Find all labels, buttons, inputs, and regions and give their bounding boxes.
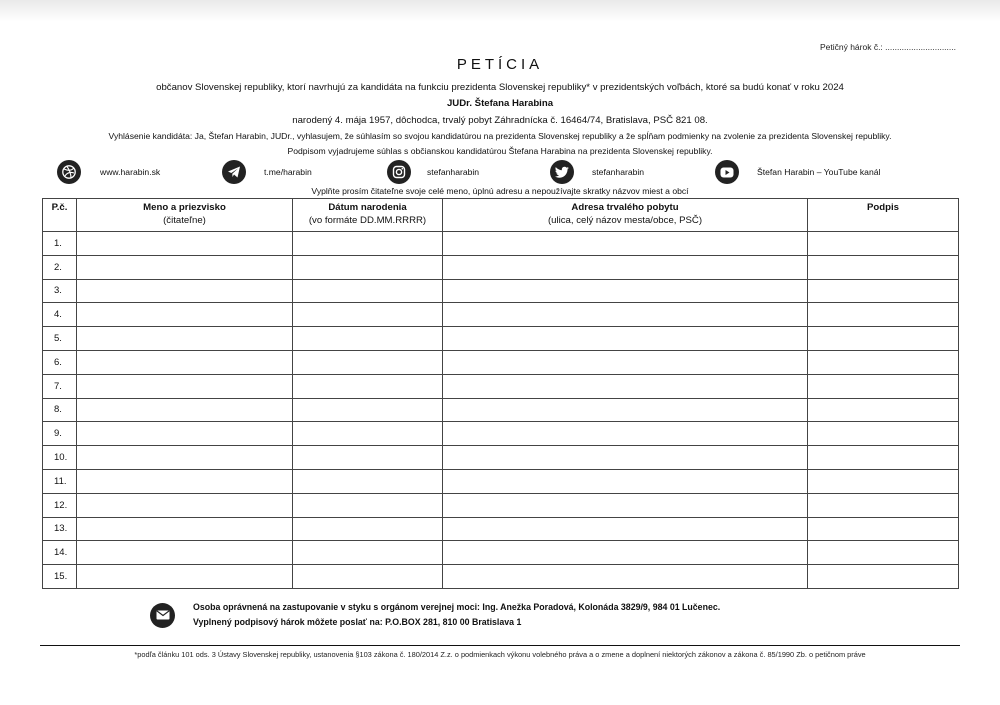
- signature-cell[interactable]: [808, 422, 959, 446]
- instagram-icon: [387, 160, 411, 184]
- birthdate-cell[interactable]: [293, 541, 443, 565]
- social-link-youtube[interactable]: [715, 160, 880, 184]
- address-cell[interactable]: [443, 232, 808, 256]
- signature-cell[interactable]: [808, 446, 959, 470]
- birthdate-cell[interactable]: [293, 350, 443, 374]
- signature-cell[interactable]: [808, 255, 959, 279]
- table-row: [43, 446, 959, 470]
- name-cell[interactable]: [77, 422, 293, 446]
- birthdate-cell[interactable]: [293, 255, 443, 279]
- address-cell[interactable]: [443, 541, 808, 565]
- table-row: [43, 350, 959, 374]
- social-link-instagram[interactable]: [387, 160, 479, 184]
- top-edge-shading: [0, 0, 1000, 22]
- candidate-details: narodený 4. mája 1957, dôchodca, trvalý pobyt Záhradnícka č. 16464/74, Bratislava, PSČ 821 08.: [292, 115, 708, 126]
- table-row: [43, 422, 959, 446]
- row-number: 8.: [43, 398, 77, 422]
- social-label: stefanharabin: [592, 167, 645, 177]
- name-cell[interactable]: [77, 327, 293, 351]
- name-cell[interactable]: [77, 493, 293, 517]
- contact-block: [150, 600, 720, 630]
- signature-cell[interactable]: [808, 517, 959, 541]
- name-cell[interactable]: [77, 565, 293, 589]
- row-number: 7.: [43, 374, 77, 398]
- address-cell[interactable]: [443, 565, 808, 589]
- page-title: PETÍCIA: [456, 56, 544, 73]
- birthdate-cell[interactable]: [293, 493, 443, 517]
- candidate-declaration: Vyhlásenie kandidáta: Ja, Štefan Harabin, JUDr., vyhlasujem, že súhlasím so svojou kandidatúrou na prezidenta Slovenskej republiky a že spĺňam podmienky na zvolenie za prezidenta Slovenskej republiky.: [108, 131, 892, 141]
- social-link-website[interactable]: [57, 160, 160, 184]
- row-number: 14.: [43, 541, 77, 565]
- twitter-icon: [550, 160, 574, 184]
- birthdate-cell[interactable]: [293, 232, 443, 256]
- birthdate-cell[interactable]: [293, 327, 443, 351]
- table-row: [43, 232, 959, 256]
- birthdate-cell[interactable]: [293, 279, 443, 303]
- table-row: [43, 493, 959, 517]
- name-cell[interactable]: [77, 255, 293, 279]
- table-row: [43, 398, 959, 422]
- birthdate-cell[interactable]: [293, 398, 443, 422]
- address-cell[interactable]: [443, 374, 808, 398]
- signature-table: [42, 198, 959, 589]
- birthdate-cell[interactable]: [293, 446, 443, 470]
- table-row: [43, 565, 959, 589]
- name-cell[interactable]: [77, 469, 293, 493]
- signature-cell[interactable]: [808, 303, 959, 327]
- signature-cell[interactable]: [808, 493, 959, 517]
- signature-cell[interactable]: [808, 398, 959, 422]
- row-number: 15.: [43, 565, 77, 589]
- signature-cell[interactable]: [808, 469, 959, 493]
- row-number: 2.: [43, 255, 77, 279]
- row-number: 3.: [43, 279, 77, 303]
- header-birthdate: Dátum narodenia (vo formáte DD.MM.RRRR): [293, 199, 443, 232]
- table-header-row: [43, 199, 959, 232]
- row-number: 4.: [43, 303, 77, 327]
- petition-subtitle: občanov Slovenskej republiky, ktorí navrhujú za kandidáta na funkciu prezidenta Slovenskej republiky* v prezidentských voľbách, ktoré sa budú konať v roku 2024: [156, 82, 844, 93]
- birthdate-cell[interactable]: [293, 517, 443, 541]
- row-number: 11.: [43, 469, 77, 493]
- table-row: [43, 541, 959, 565]
- mailing-address: Vyplnený podpisový hárok môžete poslať na: P.O.BOX 281, 810 00 Bratislava 1: [193, 617, 522, 627]
- address-cell[interactable]: [443, 517, 808, 541]
- address-cell[interactable]: [443, 422, 808, 446]
- social-link-twitter[interactable]: [550, 160, 644, 184]
- table-row: [43, 255, 959, 279]
- birthdate-cell[interactable]: [293, 469, 443, 493]
- name-cell[interactable]: [77, 517, 293, 541]
- address-cell[interactable]: [443, 469, 808, 493]
- signature-cell[interactable]: [808, 541, 959, 565]
- row-number: 9.: [43, 422, 77, 446]
- row-number: 6.: [43, 350, 77, 374]
- address-cell[interactable]: [443, 255, 808, 279]
- sheet-number-label: Petičný hárok č.: ..............................: [819, 42, 956, 52]
- signature-cell[interactable]: [808, 565, 959, 589]
- table-row: [43, 327, 959, 351]
- address-cell[interactable]: [443, 350, 808, 374]
- social-label: t.me/harabin: [264, 167, 312, 177]
- table-row: [43, 469, 959, 493]
- address-cell[interactable]: [443, 279, 808, 303]
- name-cell[interactable]: [77, 279, 293, 303]
- social-label: www.harabin.sk: [100, 167, 161, 177]
- row-number: 5.: [43, 327, 77, 351]
- name-cell[interactable]: [77, 398, 293, 422]
- social-link-telegram[interactable]: [222, 160, 312, 184]
- row-number: 12.: [43, 493, 77, 517]
- table-row: [43, 303, 959, 327]
- signature-cell[interactable]: [808, 327, 959, 351]
- telegram-icon: [222, 160, 246, 184]
- fill-instructions: Vyplňte prosím čitateľne svoje celé meno, úplnú adresu a nepoužívajte skratky názvov miest a obcí: [311, 186, 689, 196]
- birthdate-cell[interactable]: [293, 374, 443, 398]
- dribbble-icon: [57, 160, 81, 184]
- table-row: [43, 279, 959, 303]
- name-cell[interactable]: [77, 541, 293, 565]
- name-cell[interactable]: [77, 350, 293, 374]
- address-cell[interactable]: [443, 327, 808, 351]
- row-number: 1.: [43, 232, 77, 256]
- address-cell[interactable]: [443, 446, 808, 470]
- address-cell[interactable]: [443, 303, 808, 327]
- name-cell[interactable]: [77, 303, 293, 327]
- social-label: stefanharabin: [427, 167, 480, 177]
- row-number: 13.: [43, 517, 77, 541]
- birthdate-cell[interactable]: [293, 565, 443, 589]
- signature-cell[interactable]: [808, 232, 959, 256]
- consent-statement: Podpisom vyjadrujeme súhlas s občianskou kandidatúrou Štefana Harabina na prezidenta Slovenskej republiky.: [287, 146, 713, 156]
- social-label: Štefan Harabin – YouTube kanál: [757, 167, 881, 177]
- signature-cell[interactable]: [808, 279, 959, 303]
- table-row: [43, 517, 959, 541]
- name-cell[interactable]: [77, 446, 293, 470]
- header-address: Adresa trvalého pobytu (ulica, celý názov mesta/obce, PSČ): [443, 199, 808, 232]
- signature-cell[interactable]: [808, 350, 959, 374]
- mail-icon: [150, 603, 175, 628]
- signature-cell[interactable]: [808, 374, 959, 398]
- address-cell[interactable]: [443, 398, 808, 422]
- address-cell[interactable]: [443, 493, 808, 517]
- youtube-icon: [715, 160, 739, 184]
- header-signature: Podpis: [808, 199, 959, 232]
- candidate-name: JUDr. Štefana Harabina: [446, 98, 554, 109]
- table-row: [43, 374, 959, 398]
- footer-divider: [40, 645, 960, 646]
- name-cell[interactable]: [77, 374, 293, 398]
- representative-info: Osoba oprávnená na zastupovanie v styku s orgánom verejnej moci: Ing. Anežka Poradová, Kolonáda 3829/9, 984 01 Lučenec.: [193, 602, 721, 612]
- legal-footnote: *podľa článku 101 ods. 3 Ústavy Slovenskej republiky, ustanovenia §103 zákona č. 180/2014 Z.z. o podmienkach výkonu volebného práva a o zmene a doplnení niektorých zákonov a zákona č. 85/1990 Zb. o petičnom práve: [134, 650, 866, 659]
- birthdate-cell[interactable]: [293, 303, 443, 327]
- header-name: Meno a priezvisko (čitateľne): [77, 199, 293, 232]
- name-cell[interactable]: [77, 232, 293, 256]
- row-number: 10.: [43, 446, 77, 470]
- header-order: P.č.: [43, 199, 77, 232]
- birthdate-cell[interactable]: [293, 422, 443, 446]
